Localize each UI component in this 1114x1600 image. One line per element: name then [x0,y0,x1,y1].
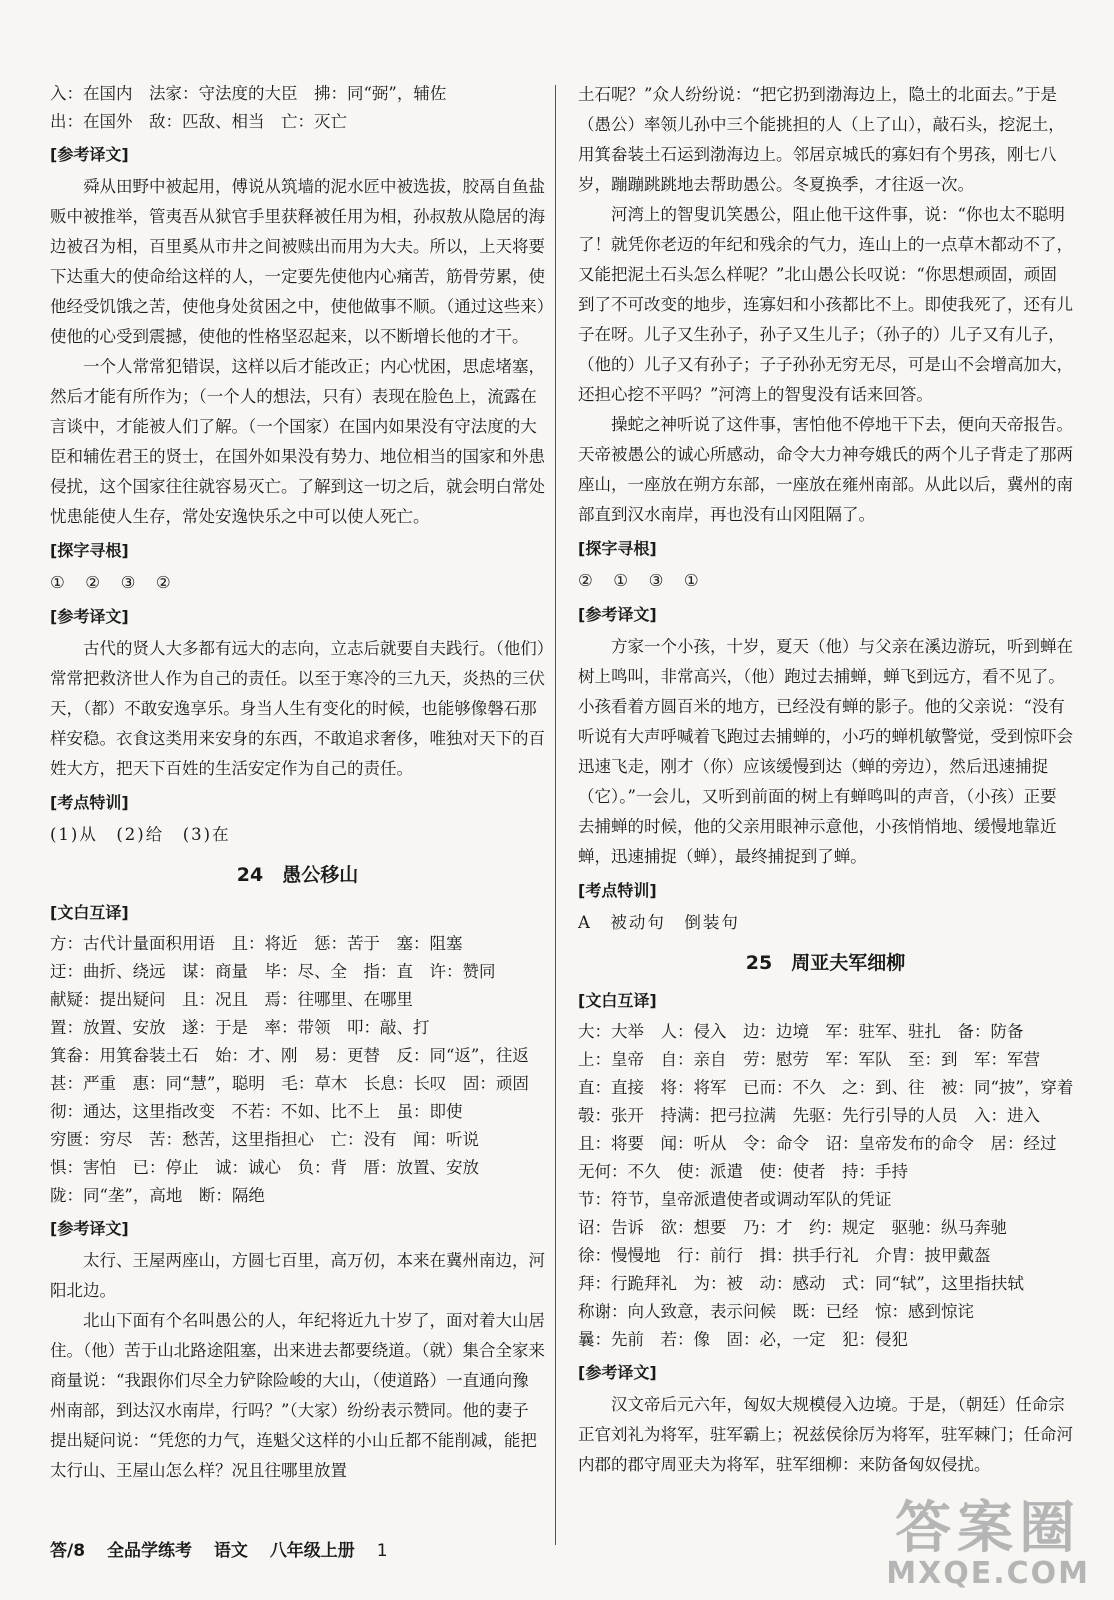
gloss-line: 诏：告诉 欲：想要 乃：才 约：规定 驱驰：纵马奔驰 [578,1218,1007,1237]
translation-paragraph: 太行、王屋两座山，方圆七百里，高万仞，本来在冀州南边，河阳北边。 [50,1251,545,1300]
right-column [578,80,1073,1480]
gloss-line: 上：皇帝 自：亲自 劳：慰劳 军：军队 至：到 军：军营 [578,1050,1040,1069]
section-heading: [考点特训] [578,881,657,900]
gloss-line: 大：大举 人：侵入 边：边境 军：驻军、驻扎 备：防备 [578,1022,1024,1041]
section-heading: [探字寻根] [578,539,657,558]
translation-paragraph: 北山下面有个名叫愚公的人，年纪将近九十岁了，面对着大山居住。（他）苦于山北路途阻塞，出来进去都要绕道。（就）集合全家来商量说：“我跟你们尽全力铲除险峻的大山，（使道路）一直通向豫州南部，到达汉水南岸，行吗？”（大家）纷纷表示赞同。他的妻子提出疑问说：“凭您的力气，连魁父这样的小山丘都不能削减，能把太行山、王屋山怎么样？况且往哪里放置 [50,1311,545,1480]
lesson-title: 25 周亚夫军细柳 [745,952,906,974]
gloss-line: 徐：慢慢地 行：前行 揖：拱手行礼 介胄：披甲戴盔 [578,1246,991,1265]
gloss-line: 迂：曲折、绕远 谋：商量 毕：尽、全 指：直 许：赞同 [50,962,496,981]
gloss-line: 惧：害怕 已：停止 诚：诚心 负：背 厝：放置、安放 [50,1158,479,1177]
section-heading: [文白互译] [50,903,129,922]
watermark [886,1496,1090,1591]
gloss-line: 无何：不久 使：派遣 使：使者 持：手持 [578,1162,908,1181]
answer-page-mark: 答/8 [50,1541,86,1561]
answer-line: ② ① ③ ① [578,571,701,590]
section-heading: [文白互译] [578,991,657,1010]
gloss-line: 置：放置、安放 遂：于是 率：带领 叩：敲、打 [50,1018,430,1037]
translation-paragraph: 操蛇之神听说了这件事，害怕他不停地干下去，便向天帝报告。天帝被愚公的诚心所感动，命令大力神夸娥氏的两个儿子背走了那两座山，一座放在朔方东部，一座放在雍州南部。从此以后，冀州的南部直到汉水南岸，再也没有山冈阻隔了。 [578,415,1073,524]
gloss-line: 箕畚：用箕畚装土石 始：才、刚 易：更替 反：同“返”，往返 [50,1046,529,1065]
translation-paragraph: 河湾上的智叟讥笑愚公，阻止他干这件事，说：“你也太不聪明了！就凭你老迈的年纪和残余的气力，连山上的一点草木都动不了，又能把泥土石头怎么样呢？”北山愚公长叹说：“你思想顽固，顽固到了不可改变的地步，连寡妇和小孩都比不上。即使我死了，还有儿子在呀。儿子又生孙子，孙子又生儿子；（孙子的）儿子又有儿子，（他的）儿子又有孙子；子子孙孙无穷无尽，可是山不会增高加大，还担心挖不平吗？”河湾上的智叟没有话来回答。 [578,205,1073,404]
answer-line: ① ② ③ ② [50,573,173,592]
lesson-title: 24 愚公移山 [236,864,359,886]
gloss-line: 彀：张开 持满：把弓拉满 先驱：先行引导的人员 入：进入 [578,1106,1040,1125]
subject-label: 语文 [213,1541,248,1561]
brand-name: 全品学练考 [106,1541,192,1561]
gloss-line: 拜：行跪拜礼 为：被 动：感动 式：同“轼”，这里指扶轼 [578,1274,1024,1293]
gloss-line: 称谢：向人致意，表示问候 既：已经 惊：感到惊诧 [578,1302,974,1321]
gloss-line: 入：在国内 法家：守法度的大臣 拂：同“弼”，辅佐 [50,84,447,103]
answer-line: A 被动句 倒装句 [578,913,740,932]
page-footer [50,1536,404,1561]
watermark-text: 答案圈 [895,1496,1082,1561]
gloss-line: 且：将要 闻：听从 令：命令 诏：皇帝发布的命令 居：经过 [578,1134,1057,1153]
page-number: 1 [376,1541,388,1561]
section-heading: [参考译文] [50,607,129,626]
grade-label: 八年级上册 [269,1541,355,1561]
gloss-line: 出：在国外 敌：匹敌、相当 亡：灭亡 [50,112,347,131]
column-divider [555,85,556,1545]
section-heading: [考点特训] [50,793,129,812]
answer-line: (1)从 (2)给 (3)在 [50,825,231,844]
gloss-line: 彻：通达，这里指改变 不若：不如、比不上 虽：即使 [50,1102,463,1121]
section-heading: [参考译文] [578,1363,657,1382]
section-heading: [探字寻根] [50,541,129,560]
gloss-line: 穷匮：穷尽 苦：愁苦，这里指担心 亡：没有 闻：听说 [50,1130,479,1149]
section-heading: [参考译文] [50,145,129,164]
gloss-line: 陇：同“垄”，高地 断：隔绝 [50,1186,265,1205]
translation-paragraph: 汉文帝后元六年，匈奴大规模侵入边境。于是，（朝廷）任命宗正官刘礼为将军，驻军霸上；祝兹侯徐厉为将军，驻军棘门；任命河内郡的郡守周亚夫为将军，驻军细柳：来防备匈奴侵扰。 [578,1395,1073,1474]
gloss-line: 献疑：提出疑问 且：况且 焉：往哪里、在哪里 [50,990,413,1009]
translation-paragraph: 古代的贤人大多都有远大的志向，立志后就要自夫践行。（他们）常常把救济世人作为自己的责任。以至于寒冷的三九天，炎热的三伏天，（都）不敢安逸享乐。身当人生有变化的时候，也能够像磐石那样安稳。衣食这类用来安身的东西，不敢追求奢侈，唯独对天下的百姓大方，把天下百姓的生活安定作为自己的责任。 [50,639,545,778]
translation-paragraph: 土石呢？”众人纷纷说：“把它扔到渤海边上，隐土的北面去。”于是（愚公）率领儿孙中三个能挑担的人（上了山），敲石头，挖泥土，用箕畚装土石运到渤海边上。邻居京城氏的寡妇有个男孩，刚七八岁，蹦蹦跳跳地去帮助愚公。冬夏换季，才往返一次。 [578,85,1065,194]
gloss-line: 方：古代计量面积用语 且：将近 惩：苦于 塞：阻塞 [50,934,463,953]
gloss-line: 甚：严重 惠：同“慧”，聪明 毛：草木 长息：长叹 固：顽固 [50,1074,529,1093]
translation-paragraph: 舜从田野中被起用，傅说从筑墙的泥水匠中被选拔，胶鬲自鱼盐贩中被推举，管夷吾从狱官手里获释被任用为相，孙叔敖从隐居的海边被召为相，百里奚从市井之间被赎出而用为大夫。所以，上天将要下达重大的使命给这样的人，一定要先使他内心痛苦，筋骨劳累，使他经受饥饿之苦，使他身处贫困之中，使他做事不顺。（通过这些来）使他的心受到震撼，使他的性格坚忍起来，以不断增长他的才干。 [50,177,545,346]
gloss-line: 直：直接 将：将军 已而：不久 之：到、往 被：同“披”，穿着 [578,1078,1073,1097]
gloss-line: 节：符节，皇帝派遣使者或调动军队的凭证 [578,1190,892,1209]
gloss-line: 曩：先前 若：像 固：必，一定 犯：侵犯 [578,1330,908,1349]
left-column [50,80,545,1486]
watermark-url: MXQE.COM [886,1556,1090,1591]
section-heading: [参考译文] [578,605,657,624]
translation-paragraph: 方家一个小孩，十岁，夏天（他）与父亲在溪边游玩，听到蝉在树上鸣叫，非常高兴，（他）跑过去捕蝉，蝉飞到远方，看不见了。小孩看着方圆百米的地方，已经没有蝉的影子。他的父亲说：“没有听说有大声呼喊着飞跑过去捕蝉的，小巧的蝉机敏警觉，受到惊吓会迅速飞走，刚才（你）应该缓慢到达（蝉的旁边），然后迅速捕捉（它）。”一会儿，又听到前面的树上有蝉鸣叫的声音，（小孩）正要去捕蝉的时候，他的父亲用眼神示意他，小孩悄悄地、缓慢地靠近蝉，迅速捕捉（蝉），最终捕捉到了蝉。 [578,637,1073,866]
section-heading: [参考译文] [50,1219,129,1238]
translation-paragraph: 一个人常常犯错误，这样以后才能改正；内心忧困，思虑堵塞，然后才能有所作为；（一个人的想法，只有）表现在脸色上，流露在言谈中，才能被人们了解。（一个国家）在国内如果没有守法度的大臣和辅佐君王的贤士，在国外如果没有势力、地位相当的国家和外患侵扰，这个国家往往就容易灭亡。了解到这一切之后，就会明白常处忧患能使人生存，常处安逸快乐之中可以使人死亡。 [50,357,545,526]
